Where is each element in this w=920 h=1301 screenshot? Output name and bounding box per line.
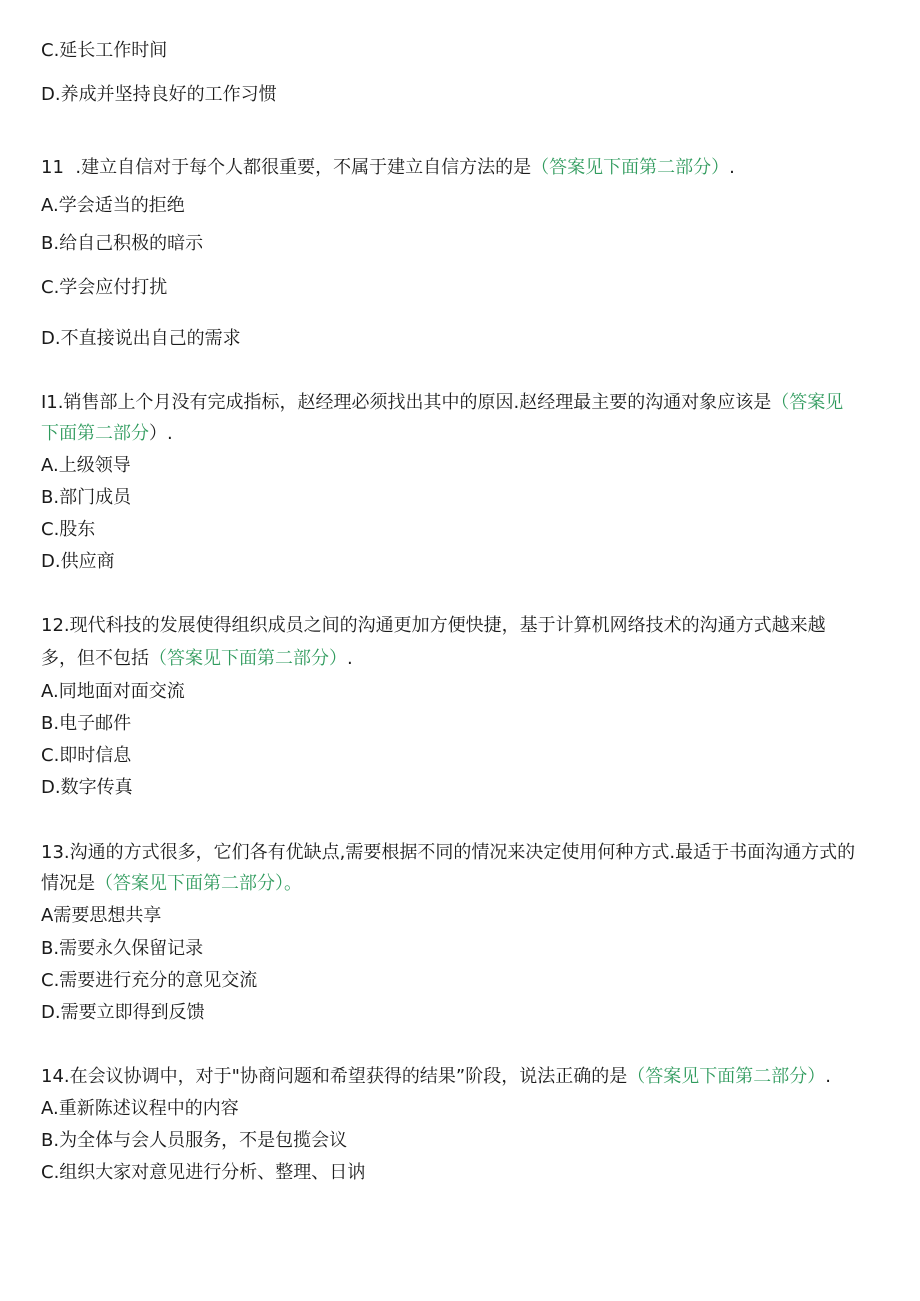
option-line: B.需要永久保留记录 bbox=[41, 938, 204, 959]
answer-hint: （答案见下面第二部分）。 bbox=[95, 873, 302, 894]
option-line: B.电子邮件 bbox=[41, 713, 132, 734]
option-line: C.股东 bbox=[41, 519, 96, 540]
option-line: A.上级领导 bbox=[41, 455, 131, 476]
option-line: C.组织大家对意见进行分析、整理、日讷 bbox=[41, 1162, 366, 1183]
option-line: A需要思想共享 bbox=[41, 905, 162, 926]
question-line: 11 .建立自信对于每个人都很重要，不属于建立自信方法的是（答案见下面第二部分）. bbox=[41, 157, 735, 178]
option-line: B.给自己积极的暗示 bbox=[41, 233, 204, 254]
question-line-continued: 情况是（答案见下面第二部分）。 bbox=[41, 873, 302, 894]
option-line: D.养成并坚持良好的工作习惯 bbox=[41, 84, 277, 105]
option-line: D.需要立即得到反馈 bbox=[41, 1002, 205, 1023]
option-line: A.同地面对面交流 bbox=[41, 681, 185, 702]
answer-hint: 下面第二部分 bbox=[41, 423, 149, 444]
option-line: B.为全体与会人员服务，不是包揽会议 bbox=[41, 1130, 348, 1151]
answer-hint: （答案见下面第二部分） bbox=[531, 157, 730, 178]
question-line: 12.现代科技的发展使得组织成员之间的沟通更加方便快捷，基于计算机网络技术的沟通方式越来越 bbox=[41, 615, 826, 636]
option-line: B.部门成员 bbox=[41, 487, 132, 508]
option-line: C.学会应付打扰 bbox=[41, 277, 168, 298]
option-line: C.即时信息 bbox=[41, 745, 132, 766]
question-line: 13.沟通的方式很多，它们各有优缺点,需要根据不同的情况来决定使用何种方式.最适于书面沟通方式的 bbox=[41, 842, 856, 863]
answer-hint: （答案见下面第二部分） bbox=[627, 1066, 826, 1087]
option-line: C.需要进行充分的意见交流 bbox=[41, 970, 258, 991]
option-line: D.供应商 bbox=[41, 551, 115, 572]
question-line-continued: 多，但不包括（答案见下面第二部分）. bbox=[41, 648, 353, 669]
option-line: A.学会适当的拒绝 bbox=[41, 195, 185, 216]
question-line-continued: 下面第二部分）. bbox=[41, 423, 173, 444]
option-line: D.不直接说出自己的需求 bbox=[41, 328, 241, 349]
option-line: D.数字传真 bbox=[41, 777, 133, 798]
answer-hint: （答案见 bbox=[771, 392, 844, 413]
option-line: A.重新陈述议程中的内容 bbox=[41, 1098, 239, 1119]
question-line: I1.销售部上个月没有完成指标，赵经理必须找出其中的原因.赵经理最主要的沟通对象应该是（答案见 bbox=[41, 392, 844, 413]
question-line: 14.在会议协调中，对于"协商问题和希望获得的结果”阶段，说法正确的是（答案见下面第二部分）. bbox=[41, 1066, 831, 1087]
answer-hint: （答案见下面第二部分） bbox=[149, 648, 347, 669]
option-line: C.延长工作时间 bbox=[41, 40, 168, 61]
